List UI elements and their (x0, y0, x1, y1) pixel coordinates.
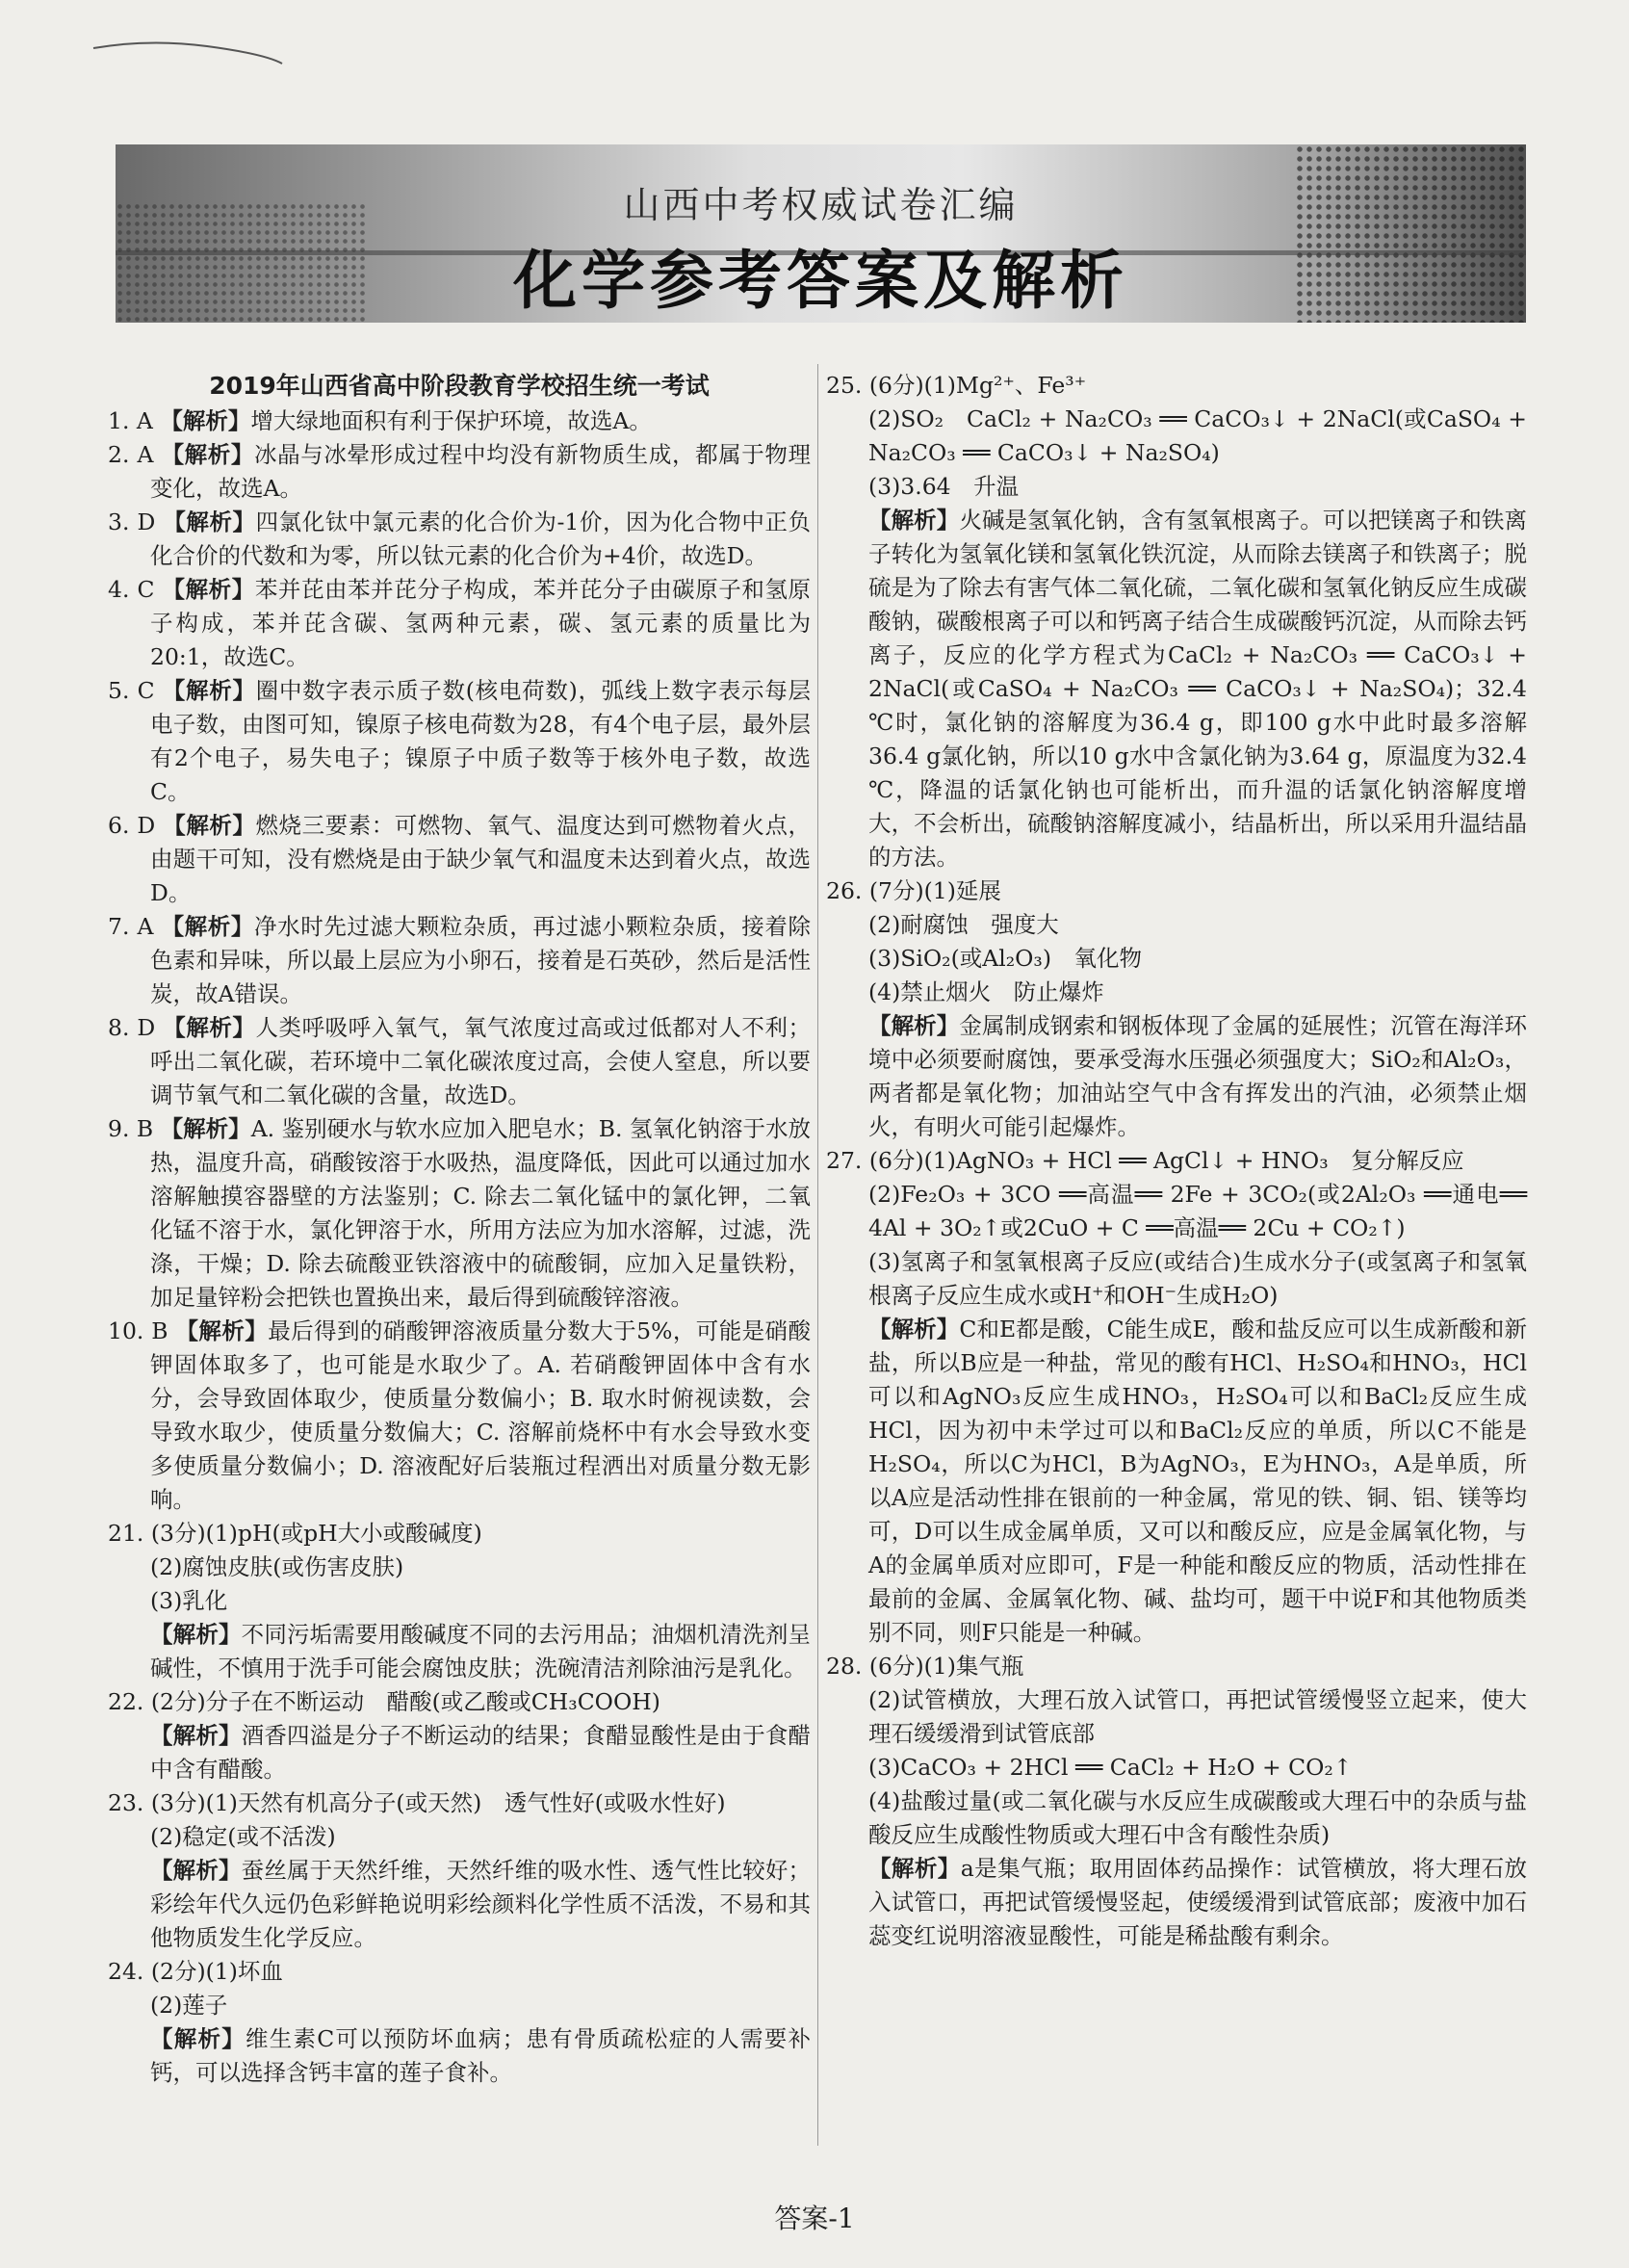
answer-subline: 【解析】金属制成钢索和钢板体现了金属的延展性；沉管在海洋环境中必须要耐腐蚀，要承受海水压强必须强度大；SiO₂和Al₂O₃，两者都是氧化物；加油站空气中含有挥发出的汽油，必须禁止烟火，有明火可能引起爆炸。 (868, 1012, 1528, 1140)
analysis-label: 【解析】 (160, 407, 251, 434)
answer-item: 8. D 【解析】人类呼吸呼入氧气，氧气浓度过高或过低都对人不利；呼出二氧化碳，若环境中二氧化碳浓度过高，会使人窒息，所以要调节氧气和二氧化碳的含量，故选D。 (108, 1014, 812, 1108)
analysis-label: 【解析】 (162, 576, 255, 603)
answer-item: 26. (7分)(1)延展 (826, 877, 1001, 904)
answer-subline: (2)试管横放，大理石放入试管口，再把试管缓慢竖立起来，使大理石缓缓滑到试管底部 (868, 1686, 1527, 1747)
answer-subline: (3)3.64 升温 (868, 473, 1020, 500)
answer-item: 25. (6分)(1)Mg²⁺、Fe³⁺ (826, 372, 1087, 399)
left-column (108, 369, 811, 2090)
corner-scribble (91, 29, 284, 67)
analysis-label: 【解析】 (161, 913, 254, 940)
answer-item: 7. A 【解析】净水时先过滤大颗粒杂质，再过滤小颗粒杂质，接着除色素和异味，所以最上层应为小卵石，接着是石英砂，然后是活性炭，故A错误。 (108, 913, 812, 1007)
answer-item: 5. C 【解析】圈中数字表示质子数(核电荷数)，弧线上数字表示每层电子数，由图可知，镍原子核电荷数为28，有4个电子层，最外层有2个电子，易失电子；镍原子中质子数等于核外电子数，故选C。 (108, 677, 812, 805)
answer-subline: 【解析】火碱是氢氧化钠，含有氢氧根离子。可以把镁离子和铁离子转化为氢氧化镁和氢氧化铁沉淀，从而除去镁离子和铁离子；脱硫是为了除去有害气体二氧化硫，二氧化碳和氢氧化钠反应生成碳酸钠，碳酸根离子可以和钙离子结合生成碳酸钙沉淀，从而除去钙离子，反应的化学方程式为CaCl₂ + Na₂CO₃ ══ CaCO₃↓ + 2NaCl(或CaSO₄ + Na₂CO₃ ══ CaCO₃↓ + Na₂SO₄)；32.4 ℃时，氯化钠的溶解度为36.4 g，即100 g水中此时最多溶解36.4 g氯化钠，所以10 g水中含氯化钠为3.64 g，原温度为32.4 ℃，降温的话氯化钠也可能析出，而升温的话氯化钠溶解度增大，不会析出，硫酸钠溶解度减小，结晶析出，所以采用升温结晶的方法。 (868, 507, 1528, 871)
banner-title: 化学参考答案及解析 (513, 244, 1128, 318)
answer-item: 2. A 【解析】冰晶与冰晕形成过程中均没有新物质生成，都属于物理变化，故选A。 (108, 441, 812, 502)
right-answer-list (826, 369, 1527, 1953)
answer-subline: (2)耐腐蚀 强度大 (868, 911, 1059, 938)
answer-item: 9. B 【解析】A. 鉴别硬水与软水应加入肥皂水；B. 氢氧化钠溶于水放热，温度升高，硝酸铵溶于水吸热，温度降低，因此可以通过加水溶解触摸容器壁的方法鉴别；C. 除去二氧化锰中的氯化钾，二氧化锰不溶于水，氯化钾溶于水，所用方法应为加水溶解，过滤，洗涤，干燥；D. 除去硫酸亚铁溶液中的硫酸铜，应加入足量铁粉，加足量锌粉会把铁也置换出来，最后得到硫酸锌溶液。 (108, 1115, 812, 1311)
answer-subline: (3)SiO₂(或Al₂O₃) 氧化物 (868, 945, 1143, 972)
answer-item: 21. (3分)(1)pH(或pH大小或酸碱度) (108, 1520, 482, 1547)
analysis-label: 【解析】 (163, 1014, 256, 1041)
answer-subline: (3)氢离子和氢氧根离子反应(或结合)生成水分子(或氢离子和氢氧根离子反应生成水或H⁺和OH⁻生成H₂O) (868, 1248, 1527, 1309)
banner-subtitle: 山西中考权威试卷汇编 (623, 184, 1019, 226)
analysis-label: 【解析】 (150, 1722, 242, 1749)
answer-item: 6. D 【解析】燃烧三要素：可燃物、氧气、温度达到可燃物着火点，由题干可知，没有燃烧是由于缺少氧气和温度未达到着火点，故选D。 (108, 812, 812, 906)
analysis-label: 【解析】 (175, 1317, 269, 1344)
answer-subline: (2)腐蚀皮肤(或伤害皮肤) (150, 1553, 404, 1580)
answer-subline: 【解析】C和E都是酸，C能生成E，酸和盐反应可以生成新酸和新盐，所以B应是一种盐，常见的酸有HCl、H₂SO₄和HNO₃，HCl可以和AgNO₃反应生成HNO₃，H₂SO₄可以和BaCl₂反应生成HCl，因为初中未学过可以和BaCl₂反应的单质，所以C不能是H₂SO₄，所以C为HCl，B为AgNO₃，E为HNO₃，A是单质，所以A应是活动性排在银前的一种金属，常见的铁、铜、铝、镁等均可，D可以生成金属单质，又可以和酸反应，应是金属氧化物，与A的金属单质对应即可，F是一种能和酸反应的物质，活动性排在最前的金属、金属氧化物、碱、盐均可，题干中说F和其他物质类别不同，则F只能是一种碱。 (868, 1316, 1527, 1646)
exam-title: 2019年山西省高中阶段教育学校招生统一考试 (209, 372, 710, 400)
left-answer-list (108, 404, 811, 2090)
page-number: 答案-1 (774, 2203, 855, 2234)
answer-item: 27. (6分)(1)AgNO₃ + HCl ══ AgCl↓ + HNO₃ 复分解反应 (826, 1147, 1464, 1174)
answer-item: 10. B 【解析】最后得到的硝酸钾溶液质量分数大于5%，可能是硝酸钾固体取多了，也可能是水取少了。A. 若硝酸钾固体中含有水分，会导致固体取少，使质量分数偏小；B. 取水时俯视读数，会导致水取少，使质量分数偏大；C. 溶解前烧杯中有水会导致水变多使质量分数偏小；D. 溶液配好后装瓶过程洒出对质量分数无影响。 (108, 1317, 811, 1513)
answer-subline: (4)盐酸过量(或二氧化碳与水反应生成碳酸或大理石中的杂质与盐酸反应生成酸性物质或大理石中含有酸性杂质) (868, 1787, 1527, 1848)
answer-subline: (4)禁止烟火 防止爆炸 (868, 978, 1104, 1005)
answer-item: 24. (2分)(1)坏血 (108, 1958, 283, 1985)
answer-subline: (2)莲子 (150, 1992, 228, 2019)
analysis-label: 【解析】 (163, 812, 256, 839)
answer-subline: (3)乳化 (150, 1587, 228, 1614)
analysis-label: 【解析】 (868, 1012, 960, 1039)
analysis-label: 【解析】 (160, 1115, 251, 1142)
analysis-label: 【解析】 (868, 507, 960, 534)
right-column (826, 369, 1527, 1953)
analysis-label: 【解析】 (868, 1316, 960, 1343)
analysis-label: 【解析】 (150, 2025, 246, 2052)
answer-item: 22. (2分)分子在不断运动 醋酸(或乙酸或CH₃COOH) (108, 1688, 660, 1715)
answer-subline: 【解析】a是集气瓶；取用固体药品操作：试管横放，将大理石放入试管口，再把试管缓慢竖起，使缓缓滑到试管底部；废液中加石蕊变红说明溶液显酸性，可能是稀盐酸有剩余。 (868, 1855, 1528, 1949)
header-banner (116, 144, 1526, 323)
analysis-label: 【解析】 (162, 677, 256, 704)
answer-subline: (2)SO₂ CaCl₂ + Na₂CO₃ ══ CaCO₃↓ + 2NaCl(或CaSO₄ + Na₂CO₃ ══ CaCO₃↓ + Na₂SO₄) (868, 405, 1527, 466)
analysis-label: 【解析】 (163, 508, 256, 535)
answer-item: 3. D 【解析】四氯化钛中氯元素的化合价为-1价，因为化合物中正负化合价的代数和为零，所以钛元素的化合价为+4价，故选D。 (108, 508, 811, 569)
answer-subline: (2)稳定(或不活泼) (150, 1823, 336, 1850)
analysis-label: 【解析】 (150, 1857, 242, 1884)
answer-subline: (3)CaCO₃ + 2HCl ══ CaCl₂ + H₂O + CO₂↑ (868, 1754, 1353, 1781)
answer-item: 4. C 【解析】苯并芘由苯并芘分子构成，苯并芘分子由碳原子和氢原子构成，苯并芘含碳、氢两种元素，碳、氢元素的质量比为20:1，故选C。 (108, 576, 812, 670)
analysis-label: 【解析】 (868, 1855, 961, 1882)
answer-item: 28. (6分)(1)集气瓶 (826, 1653, 1024, 1680)
analysis-label: 【解析】 (150, 1621, 242, 1648)
answer-subline: 【解析】不同污垢需要用酸碱度不同的去污用品；油烟机清洗剂呈碱性，不慎用于洗手可能会腐蚀皮肤；洗碗清洁剂除油污是乳化。 (150, 1621, 812, 1681)
column-divider (817, 364, 818, 2146)
analysis-label: 【解析】 (161, 441, 254, 468)
answer-subline: 【解析】维生素C可以预防坏血病；患有骨质疏松症的人需要补钙，可以选择含钙丰富的莲子食补。 (150, 2025, 811, 2086)
answer-subline: 【解析】蚕丝属于天然纤维，天然纤维的吸水性、透气性比较好；彩绘年代久远仍色彩鲜艳说明彩绘颜料化学性质不活泼，不易和其他物质发生化学反应。 (150, 1857, 812, 1951)
answer-subline: (2)Fe₂O₃ + 3CO ══高温══ 2Fe + 3CO₂(或2Al₂O₃ ══通电══ 4Al + 3O₂↑或2CuO + C ══高温══ 2Cu + CO₂↑) (868, 1181, 1527, 1241)
answer-item: 1. A 【解析】增大绿地面积有利于保护环境，故选A。 (108, 407, 652, 434)
answer-item: 23. (3分)(1)天然有机高分子(或天然) 透气性好(或吸水性好) (108, 1789, 726, 1816)
answer-subline: 【解析】酒香四溢是分子不断运动的结果；食醋显酸性是由于食醋中含有醋酸。 (150, 1722, 812, 1783)
